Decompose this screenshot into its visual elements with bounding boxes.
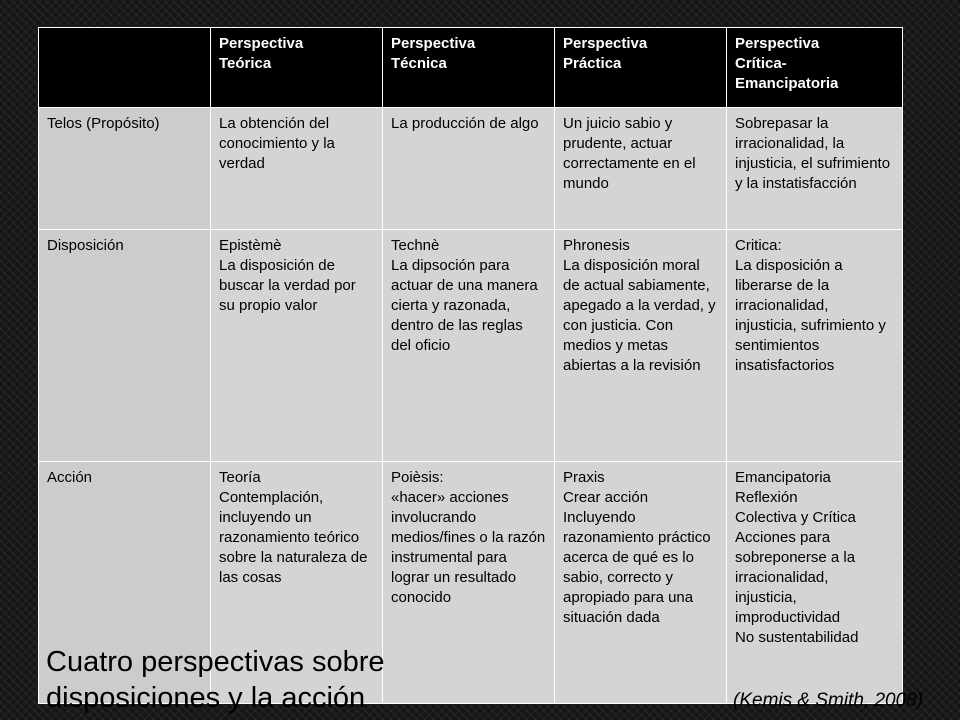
row-label-disposicion: Disposición: [39, 230, 211, 462]
citation: (Kemis & Smith, 2008): [733, 690, 924, 711]
header-teorica: Perspectiva Teórica: [211, 28, 383, 108]
table-cell: Emancipatoria Reflexión Colectiva y Crítica Acciones para sobreponerse a la irracionalidad, injusticia, improductividad No sustentabilidad: [727, 462, 903, 704]
corner-header: [39, 28, 211, 108]
header-critica: Perspectiva Crítica- Emancipatoria: [727, 28, 903, 108]
table-cell: Technè La dipsoción para actuar de una manera cierta y razonada, dentro de las reglas del oficio: [383, 230, 555, 462]
perspectives-table: [38, 27, 903, 704]
table-row-disposicion: [39, 230, 903, 462]
header-tecnica: Perspectiva Técnica: [383, 28, 555, 108]
table-cell: Critica: La disposición a liberarse de la irracionalidad, injusticia, sufrimiento y sentimientos insatisfactorios: [727, 230, 903, 462]
table-cell: Praxis Crear acción Incluyendo razonamiento práctico acerca de qué es lo sabio, correcto y apropiado para una situación dada: [555, 462, 727, 704]
header-row: [39, 28, 903, 108]
table-row-telos: [39, 108, 903, 230]
row-label-accion: Acción: [39, 462, 211, 704]
table-cell: Poièsis: «hacer» acciones involucrando medios/fines o la razón instrumental para lograr un resultado conocido: [383, 462, 555, 704]
table-cell: Epistèmè La disposición de buscar la verdad por su propio valor: [211, 230, 383, 462]
table-cell: Teoría Contemplación, incluyendo un razonamiento teórico sobre la naturaleza de las cosas: [211, 462, 383, 704]
row-label-telos: Telos (Propósito): [39, 108, 211, 230]
table-cell: La obtención del conocimiento y la verdad: [211, 108, 383, 230]
table-cell: La producción de algo: [383, 108, 555, 230]
table-cell: Phronesis La disposición moral de actual sabiamente, apegado a la verdad, y con justicia. Con medios y metas abiertas a la revisión: [555, 230, 727, 462]
table-cell: Un juicio sabio y prudente, actuar correctamente en el mundo: [555, 108, 727, 230]
slide-title: Cuatro perspectivas sobre disposiciones y la acción: [46, 646, 385, 714]
header-practica: Perspectiva Práctica: [555, 28, 727, 108]
table-cell: Sobrepasar la irracionalidad, la injusticia, el sufrimiento y la instatisfacción: [727, 108, 903, 230]
